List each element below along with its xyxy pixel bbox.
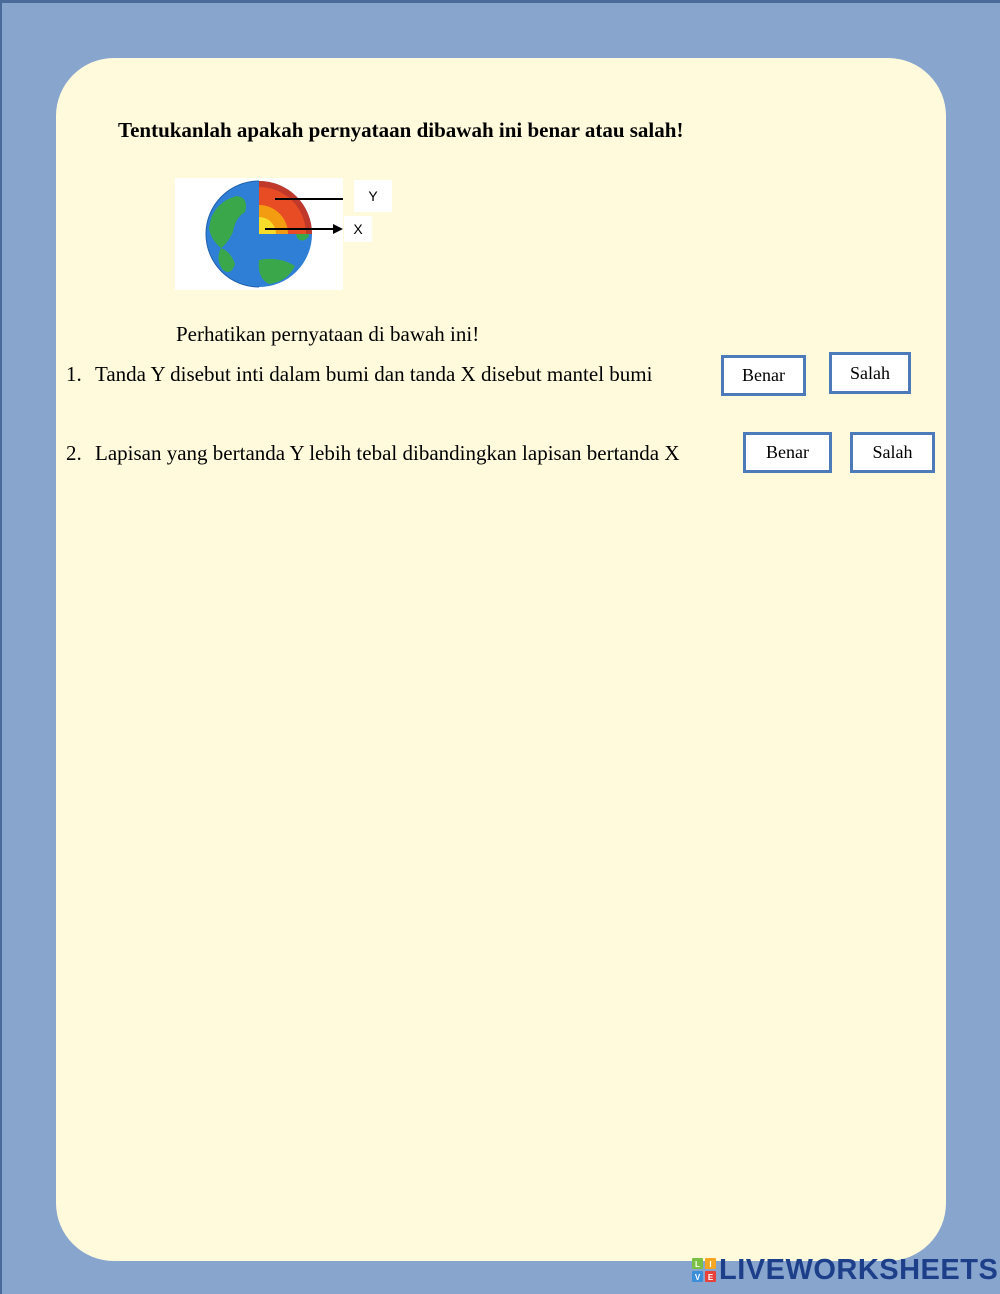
question-text: Lapisan yang bertanda Y lebih tebal dibandingkan lapisan bertanda X	[95, 441, 680, 465]
earth-cross-section-icon	[175, 178, 343, 290]
question-number: 2.	[66, 441, 82, 465]
question-1-benar-button[interactable]: Benar	[721, 355, 806, 396]
svg-text:V: V	[694, 1273, 701, 1282]
liveworksheets-brand[interactable]	[692, 1255, 998, 1285]
figure-label-y: Y	[354, 180, 392, 212]
svg-text:E: E	[707, 1273, 714, 1282]
svg-text:I: I	[709, 1260, 712, 1269]
page-frame-top	[0, 0, 1000, 3]
question-2	[66, 441, 680, 466]
question-1	[66, 362, 652, 387]
brand-name: LIVEWORKSHEETS	[719, 1253, 999, 1286]
question-2-benar-button[interactable]: Benar	[743, 432, 832, 473]
liveworksheets-logo-icon	[692, 1258, 716, 1282]
question-2-salah-button[interactable]: Salah	[850, 432, 935, 473]
worksheet-title: Tentukanlah apakah pernyataan dibawah ini benar atau salah!	[118, 118, 684, 142]
figure-label-x: X	[344, 216, 372, 242]
question-text: Tanda Y disebut inti dalam bumi dan tanda X disebut mantel bumi	[95, 362, 653, 386]
instruction-text: Perhatikan pernyataan di bawah ini!	[176, 322, 480, 346]
question-number: 1.	[66, 362, 82, 386]
page-frame-left	[0, 0, 2, 1294]
question-1-salah-button[interactable]: Salah	[829, 352, 911, 394]
earth-layers-figure	[175, 178, 343, 290]
svg-text:L: L	[695, 1260, 700, 1269]
